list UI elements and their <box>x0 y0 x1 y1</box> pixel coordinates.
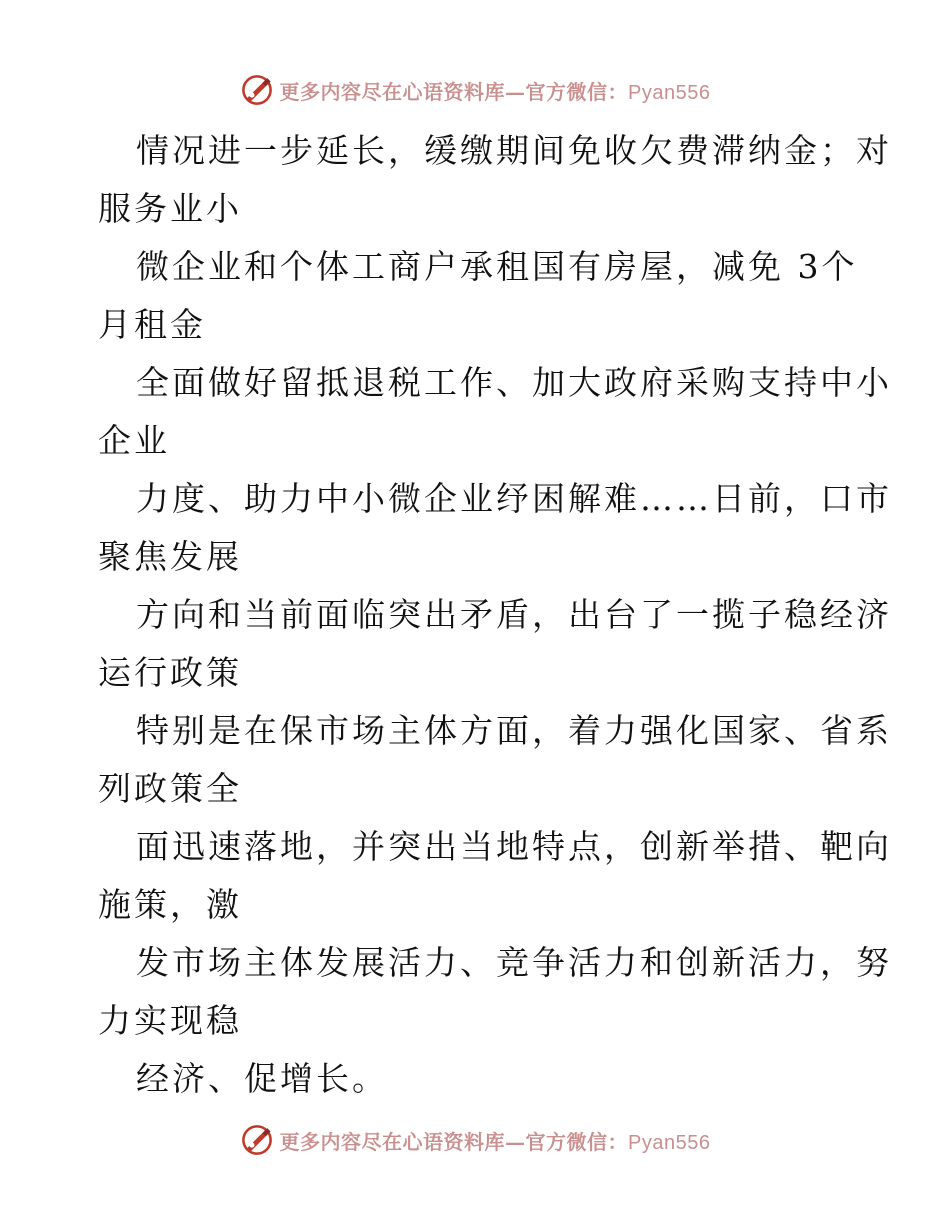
pen-logo-icon <box>240 73 274 107</box>
header-watermark <box>0 70 950 110</box>
body-line: 聚焦发展 <box>98 537 242 576</box>
pen-logo-icon <box>240 1123 274 1157</box>
footer-watermark <box>0 1120 950 1160</box>
header-watermark-label: 更多内容尽在心语资料库—官方微信： <box>279 79 629 104</box>
body-line: 全面做好留抵退税工作、加大政府采购支持中小 <box>136 363 892 402</box>
document-body <box>98 122 892 1108</box>
body-line: 力实现稳 <box>98 1001 242 1040</box>
footer-watermark-brand: Pyan556 <box>628 1131 711 1154</box>
body-line: 微企业和个体工商户承租国有房屋，减免 3个 <box>136 247 858 286</box>
body-line: 方向和当前面临突出矛盾，出台了一揽子稳经济 <box>136 595 892 634</box>
body-line: 情况进一步延长，缓缴期间免收欠费滞纳金；对 <box>136 131 892 170</box>
body-line: 运行政策 <box>98 653 242 692</box>
body-line: 发市场主体发展活力、竞争活力和创新活力，努 <box>136 943 892 982</box>
header-watermark-brand: Pyan556 <box>628 81 711 104</box>
header-watermark-text <box>280 76 711 105</box>
body-line: 经济、促增长。 <box>136 1059 388 1098</box>
body-line: 月租金 <box>98 305 206 344</box>
body-line: 特别是在保市场主体方面，着力强化国家、省系 <box>136 711 892 750</box>
body-line: 企业 <box>98 421 170 460</box>
body-line: 施策，激 <box>98 885 242 924</box>
footer-watermark-label: 更多内容尽在心语资料库—官方微信： <box>279 1129 629 1154</box>
body-line: 力度、助力中小微企业纾困解难……日前，口市 <box>136 479 892 518</box>
body-line: 服务业小 <box>98 189 242 228</box>
body-line: 面迅速落地，并突出当地特点，创新举措、靶向 <box>136 827 892 866</box>
footer-watermark-text <box>280 1126 711 1155</box>
body-line: 列政策全 <box>98 769 242 808</box>
